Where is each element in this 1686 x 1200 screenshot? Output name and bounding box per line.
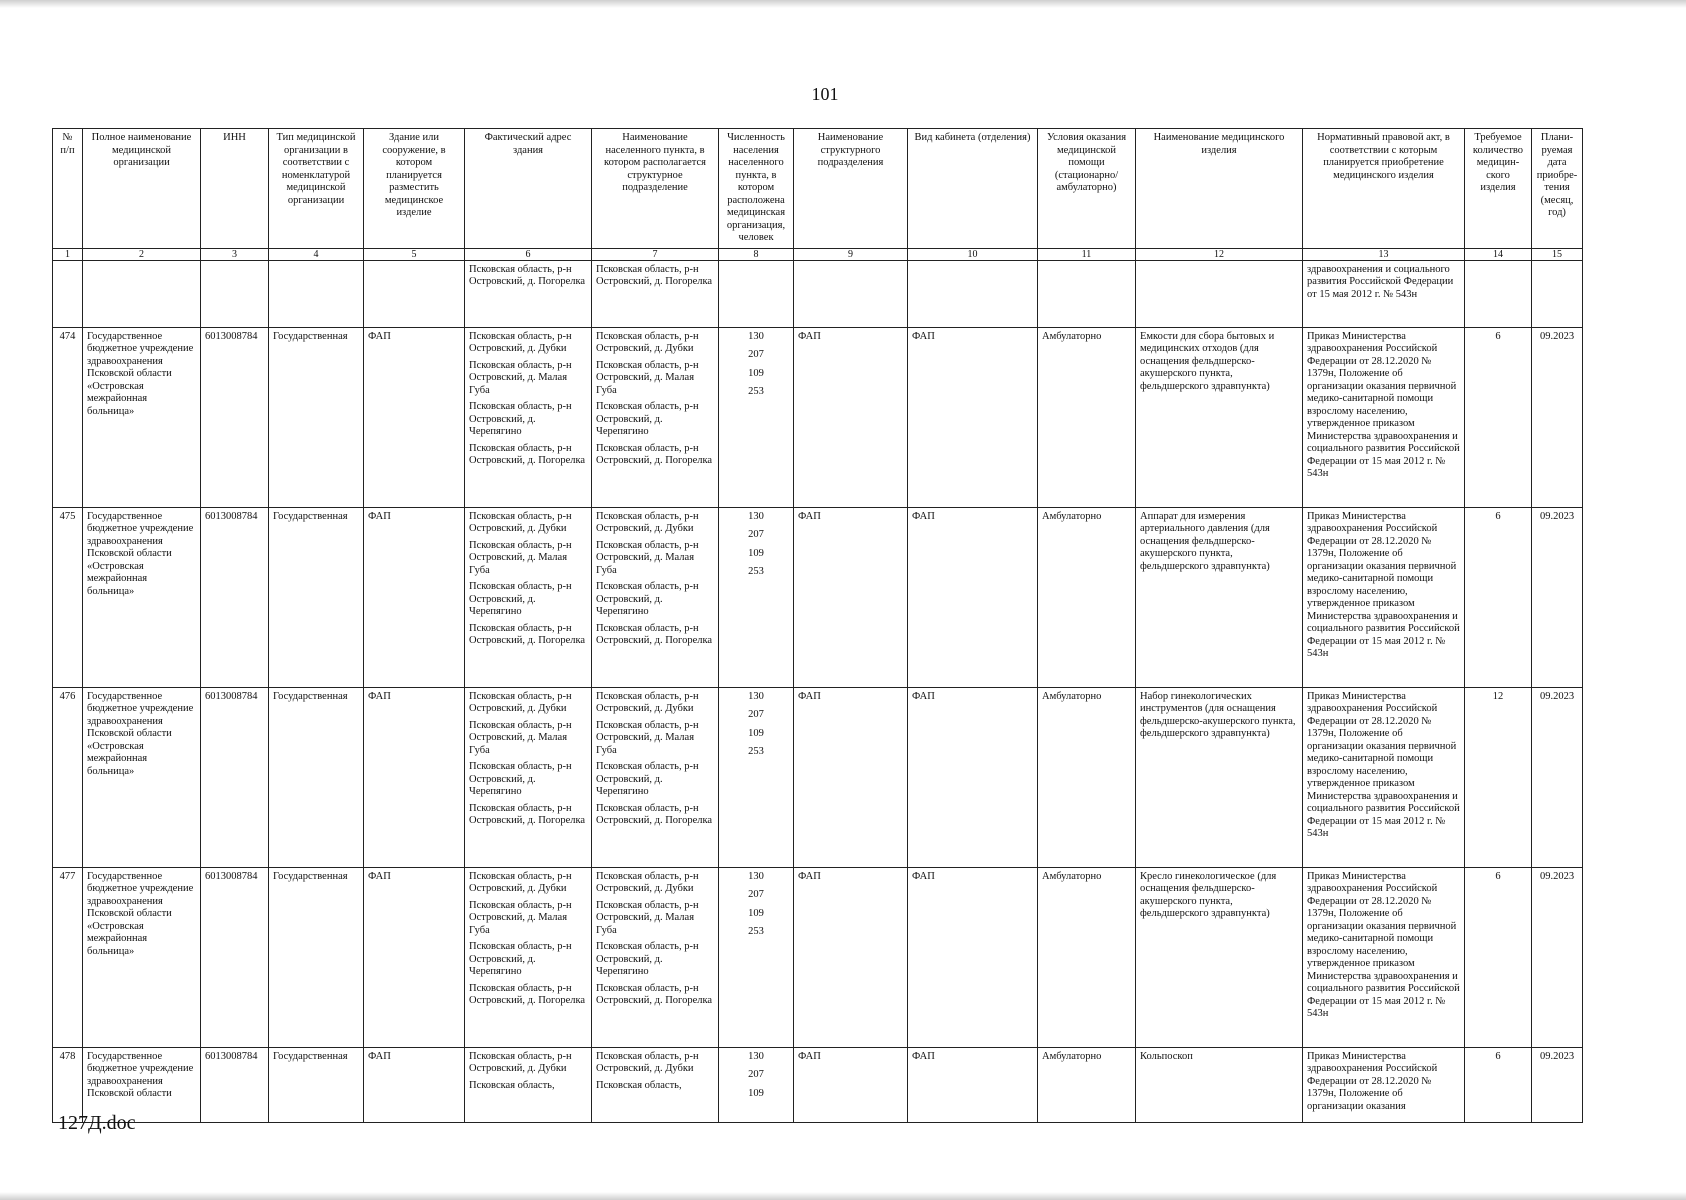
cell-building: ФАП — [364, 687, 465, 867]
population-value: 130 — [748, 330, 764, 342]
cell-number: 474 — [53, 327, 83, 507]
cell-device: Кресло гинекологическое (для оснащения фельдшерско-акушерского пункта, фельдшерского здравпункта) — [1136, 867, 1303, 1047]
address-line: Псковская область, р-н Островский, д. Погорелка — [469, 622, 586, 646]
header-cell: Численность населения населенного пункта, в котором расположена медицинская организация, человек — [719, 129, 794, 249]
locality-line: Псковская область, р-н Островский, д. Малая Губа — [596, 539, 699, 576]
cell-building: ФАП — [364, 327, 465, 507]
header-cell: № п/п — [53, 129, 83, 249]
cell-legal-act: Приказ Министерства здравоохранения Российской Федерации от 28.12.2020 № 1379н, Положение об организации оказания первичной медико-санитарной помощи взрослому населению, утвержденное приказом Министерства здравоохранения и социального развития Российской Федерации от 15 мая 2012 г. № 543н — [1303, 507, 1465, 687]
cell-locality — [592, 687, 719, 867]
cell-organization: Государственное бюджетное учреждение здравоохранения Псковской области «Островская межрайонная больница» — [83, 327, 201, 507]
cell-quantity: 12 — [1465, 687, 1532, 867]
column-number: 5 — [364, 248, 465, 260]
page-number: 101 — [811, 84, 839, 104]
cell-locality — [592, 507, 719, 687]
header-cell: Вид кабинета (отделения) — [908, 129, 1038, 249]
header-cell: Наименование медицинского изделия — [1136, 129, 1303, 249]
address-line: Псковская область, р-н Островский, д. Черепягино — [469, 401, 572, 437]
address-line: Псковская область, р-н Островский, д. Малая Губа — [469, 719, 572, 756]
population-value: 207 — [748, 1069, 764, 1080]
header-cell: Фактический адрес здания — [465, 129, 592, 249]
cell-address — [465, 687, 592, 867]
cell-population — [719, 687, 794, 867]
cell-inn: 6013008784 — [201, 507, 269, 687]
address-line: Псковская область, р-н Островский, д. Черепягино — [469, 581, 572, 617]
cell-population — [719, 1047, 794, 1122]
cell-organization: Государственное бюджетное учреждение здравоохранения Псковской области — [83, 1047, 201, 1122]
locality-line: Псковская область, р-н Островский, д. Погорелка — [596, 802, 713, 826]
cell-inn: 6013008784 — [201, 867, 269, 1047]
cell-division: ФАП — [794, 687, 908, 867]
cell-date: 09.2023 — [1532, 687, 1583, 867]
header-cell: Требуемое количество медицин-ского изделия — [1465, 129, 1532, 249]
column-number: 6 — [465, 248, 592, 260]
cell-organization: Государственное бюджетное учреждение здравоохранения Псковской области «Островская межрайонная больница» — [83, 687, 201, 867]
cell-address — [465, 1047, 592, 1122]
table-row — [53, 1047, 1583, 1122]
cell-cabinet: ФАП — [908, 327, 1038, 507]
cell-building: ФАП — [364, 507, 465, 687]
table-row — [53, 507, 1583, 687]
column-number: 9 — [794, 248, 908, 260]
header-row — [53, 129, 1583, 249]
column-number: 7 — [592, 248, 719, 260]
cell-conditions: Амбулаторно — [1038, 327, 1136, 507]
scan-edge-bottom — [0, 1192, 1686, 1200]
header-cell: Тип медицинской организации в соответствии с номенклатурой медицинской организации — [269, 129, 364, 249]
cell-cabinet: ФАП — [908, 507, 1038, 687]
address-line: Псковская область, р-н Островский, д. Погорелка — [469, 982, 586, 1006]
cell-building: ФАП — [364, 867, 465, 1047]
locality-line: Псковская область, р-н Островский, д. Дубки — [596, 690, 699, 714]
population-value: 109 — [748, 907, 764, 919]
cell-legal-act: Приказ Министерства здравоохранения Российской Федерации от 28.12.2020 № 1379н, Положение об организации оказания первичной медико-санитарной помощи взрослому населению, утвержденное приказом Министерства здравоохранения и социального развития Российской Федерации от 15 мая 2012 г. № 543н — [1303, 327, 1465, 507]
population-value: 253 — [748, 926, 764, 937]
header-cell: Полное наименование медицинской организации — [83, 129, 201, 249]
cell-quantity: 6 — [1465, 507, 1532, 687]
population-value: 253 — [748, 566, 764, 577]
column-number: 2 — [83, 248, 201, 260]
header-cell: Условия оказания медицинской помощи (стационарно/ амбулаторно) — [1038, 129, 1136, 249]
locality-line: Псковская область, р-н Островский, д. Погорелка — [596, 982, 713, 1006]
cell-division: ФАП — [794, 507, 908, 687]
locality-line: Псковская область, р-н Островский, д. Дубки — [596, 510, 699, 534]
continuation-row — [53, 260, 1583, 327]
address-line: Псковская область, р-н Островский, д. Дубки — [469, 1050, 572, 1074]
column-number: 1 — [53, 248, 83, 260]
cell-conditions: Амбулаторно — [1038, 867, 1136, 1047]
address-line: Псковская область, р-н Островский, д. Малая Губа — [469, 359, 572, 396]
locality-line: Псковская область, р-н Островский, д. Черепягино — [596, 941, 699, 977]
address-line: Псковская область, р-н Островский, д. Дубки — [469, 510, 572, 534]
locality-line: Псковская область, р-н Островский, д. Малая Губа — [596, 899, 699, 936]
cell-cabinet: ФАП — [908, 687, 1038, 867]
cell-device — [1136, 260, 1303, 327]
population-value: 109 — [748, 727, 764, 739]
population-value: 109 — [748, 547, 764, 559]
cell-type: Государственная — [269, 867, 364, 1047]
population-value: 207 — [748, 349, 764, 360]
cell-building — [364, 260, 465, 327]
cell-organization — [83, 260, 201, 327]
population-value: 207 — [748, 529, 764, 540]
cell-type: Государственная — [269, 687, 364, 867]
cell-cabinet — [908, 260, 1038, 327]
cell-organization: Государственное бюджетное учреждение здравоохранения Псковской области «Островская межрайонная больница» — [83, 507, 201, 687]
address-line: Псковская область, р-н Островский, д. Дубки — [469, 330, 572, 354]
population-value: 130 — [748, 1050, 764, 1062]
cell-date: 09.2023 — [1532, 1047, 1583, 1122]
cell-legal-act: здравоохранения и социального развития Российской Федерации от 15 мая 2012 г. № 543н — [1303, 260, 1465, 327]
column-number: 15 — [1532, 248, 1583, 260]
locality-line: Псковская область, р-н Островский, д. Погорелка — [596, 442, 713, 466]
table-row — [53, 327, 1583, 507]
column-number: 12 — [1136, 248, 1303, 260]
locality-line: Псковская область, р-н Островский, д. Дубки — [596, 1050, 699, 1074]
cell-cabinet: ФАП — [908, 1047, 1038, 1122]
population-value: 207 — [748, 709, 764, 720]
cell-number — [53, 260, 83, 327]
address-line: Псковская область, — [469, 1079, 555, 1091]
cell-device: Емкости для сбора бытовых и медицинских отходов (для оснащения фельдшерско-акушерского пункта, фельдшерского здравпункта) — [1136, 327, 1303, 507]
cell-device: Аппарат для измерения артериального давления (для оснащения фельдшерско-акушерского пункта, фельдшерского здравпункта) — [1136, 507, 1303, 687]
cell-number: 478 — [53, 1047, 83, 1122]
locality-line: Псковская область, р-н Островский, д. Черепягино — [596, 761, 699, 797]
header-cell: Нормативный правовой акт, в соответствии с которым планируется приобретение медицинского изделия — [1303, 129, 1465, 249]
cell-population — [719, 327, 794, 507]
cell-cabinet: ФАП — [908, 867, 1038, 1047]
column-number: 10 — [908, 248, 1038, 260]
header-cell: ИНН — [201, 129, 269, 249]
cell-type: Государственная — [269, 507, 364, 687]
address-line: Псковская область, р-н Островский, д. Малая Губа — [469, 899, 572, 936]
cell-address — [465, 327, 592, 507]
cell-conditions: Амбулаторно — [1038, 687, 1136, 867]
cell-legal-act: Приказ Министерства здравоохранения Российской Федерации от 28.12.2020 № 1379н, Положение об организации оказания первичной медико-санитарной помощи взрослому населению, утвержденное приказом Министерства здравоохранения и социального развития Российской Федерации от 15 мая 2012 г. № 543н — [1303, 687, 1465, 867]
cell-division — [794, 260, 908, 327]
table-row — [53, 687, 1583, 867]
cell-number: 476 — [53, 687, 83, 867]
header-cell: Наименование населенного пункта, в котором располагается структурное подразделение — [592, 129, 719, 249]
cell-type — [269, 260, 364, 327]
cell-legal-act: Приказ Министерства здравоохранения Российской Федерации от 28.12.2020 № 1379н, Положение об организации оказания первичной медико-санитарной помощи взрослому населению, утвержденное приказом Министерства здравоохранения и социального развития Российской Федерации от 15 мая 2012 г. № 543н — [1303, 867, 1465, 1047]
locality-line: Псковская область, р-н Островский, д. Малая Губа — [596, 719, 699, 756]
column-number: 13 — [1303, 248, 1465, 260]
cell-type: Государственная — [269, 327, 364, 507]
cell-division: ФАП — [794, 867, 908, 1047]
locality-line: Псковская область, р-н Островский, д. Черепягино — [596, 401, 699, 437]
cell-number: 477 — [53, 867, 83, 1047]
cell-number: 475 — [53, 507, 83, 687]
population-value: 130 — [748, 510, 764, 522]
population-value: 207 — [748, 889, 764, 900]
population-value: 130 — [748, 690, 764, 702]
address-line: Псковская область, р-н Островский, д. Погорелка — [469, 802, 586, 826]
locality-line: Псковская область, р-н Островский, д. Погорелка — [596, 622, 713, 646]
cell-address — [465, 867, 592, 1047]
population-value: 109 — [748, 367, 764, 379]
column-number-row — [53, 248, 1583, 260]
cell-device: Кольпоскоп — [1136, 1047, 1303, 1122]
cell-conditions: Амбулаторно — [1038, 1047, 1136, 1122]
document-filename: 127Д.doc — [58, 1112, 136, 1134]
cell-date: 09.2023 — [1532, 867, 1583, 1047]
cell-division: ФАП — [794, 1047, 908, 1122]
cell-locality: Псковская область, р-н Островский, д. Погорелка — [592, 260, 719, 327]
cell-quantity: 6 — [1465, 1047, 1532, 1122]
address-line: Псковская область, р-н Островский, д. Дубки — [469, 690, 572, 714]
cell-organization: Государственное бюджетное учреждение здравоохранения Псковской области «Островская межрайонная больница» — [83, 867, 201, 1047]
cell-quantity: 6 — [1465, 327, 1532, 507]
header-cell: Плани-руемая дата приобре-тения (месяц, год) — [1532, 129, 1583, 249]
population-value: 109 — [748, 1087, 764, 1099]
column-number: 11 — [1038, 248, 1136, 260]
cell-quantity — [1465, 260, 1532, 327]
cell-type: Государственная — [269, 1047, 364, 1122]
population-value: 253 — [748, 386, 764, 397]
cell-quantity: 6 — [1465, 867, 1532, 1047]
cell-building: ФАП — [364, 1047, 465, 1122]
cell-date: 09.2023 — [1532, 327, 1583, 507]
cell-date — [1532, 260, 1583, 327]
cell-population — [719, 507, 794, 687]
cell-locality — [592, 867, 719, 1047]
device-registry-table — [52, 128, 1583, 1123]
address-line: Псковская область, р-н Островский, д. Черепягино — [469, 761, 572, 797]
cell-population — [719, 867, 794, 1047]
locality-line: Псковская область, р-н Островский, д. Дубки — [596, 870, 699, 894]
column-number: 8 — [719, 248, 794, 260]
locality-line: Псковская область, р-н Островский, д. Черепягино — [596, 581, 699, 617]
locality-line: Псковская область, р-н Островский, д. Дубки — [596, 330, 699, 354]
cell-inn: 6013008784 — [201, 1047, 269, 1122]
cell-inn: 6013008784 — [201, 327, 269, 507]
population-value: 253 — [748, 746, 764, 757]
column-number: 3 — [201, 248, 269, 260]
cell-address: Псковская область, р-н Островский, д. Погорелка — [465, 260, 592, 327]
cell-locality — [592, 1047, 719, 1122]
cell-date: 09.2023 — [1532, 507, 1583, 687]
cell-locality — [592, 327, 719, 507]
locality-line: Псковская область, р-н Островский, д. Малая Губа — [596, 359, 699, 396]
cell-inn: 6013008784 — [201, 687, 269, 867]
address-line: Псковская область, р-н Островский, д. Малая Губа — [469, 539, 572, 576]
locality-line: Псковская область, — [596, 1079, 682, 1091]
population-value: 130 — [748, 870, 764, 882]
address-line: Псковская область, р-н Островский, д. Черепягино — [469, 941, 572, 977]
cell-inn — [201, 260, 269, 327]
header-cell: Здание или сооружение, в котором планируется разместить медицинское изделие — [364, 129, 465, 249]
address-line: Псковская область, р-н Островский, д. Погорелка — [469, 442, 586, 466]
cell-conditions — [1038, 260, 1136, 327]
cell-population — [719, 260, 794, 327]
header-cell: Наименование структурного подразделения — [794, 129, 908, 249]
cell-legal-act: Приказ Министерства здравоохранения Российской Федерации от 28.12.2020 № 1379н, Положение об организации оказания — [1303, 1047, 1465, 1122]
cell-address — [465, 507, 592, 687]
scan-edge-top — [0, 0, 1686, 8]
table-row — [53, 867, 1583, 1047]
address-line: Псковская область, р-н Островский, д. Дубки — [469, 870, 572, 894]
column-number: 14 — [1465, 248, 1532, 260]
cell-conditions: Амбулаторно — [1038, 507, 1136, 687]
cell-device: Набор гинекологических инструментов (для оснащения фельдшерско-акушерского пункта, фельдшерского здравпункта) — [1136, 687, 1303, 867]
cell-division: ФАП — [794, 327, 908, 507]
column-number: 4 — [269, 248, 364, 260]
